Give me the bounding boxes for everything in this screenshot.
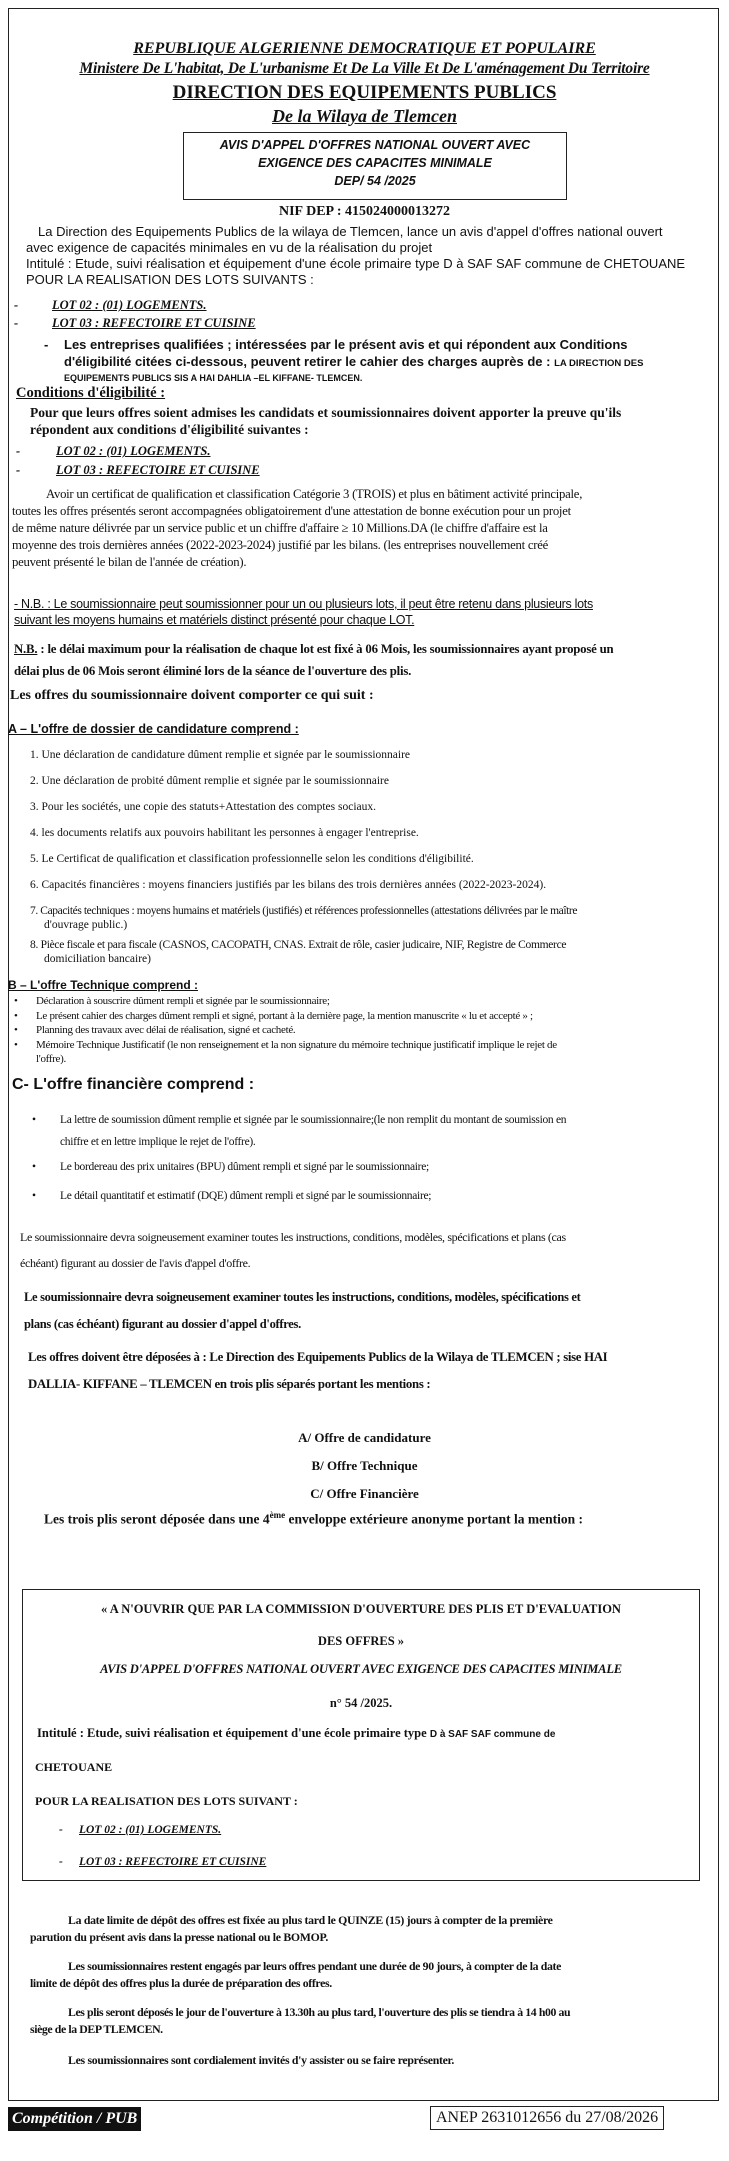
offres-title: Les offres du soumissionnaire doivent comporter ce qui suit : [10,688,374,703]
depot-line-2: DALLIA- KIFFANE – TLEMCEN en trois plis séparés portant les mentions : [28,1377,431,1391]
nif-number: NIF DEP : 415024000013272 [279,204,450,219]
intro-line-1b: avec exigence de capacités minimales en vu de la réalisation du projet [26,240,433,255]
box-line-1: « A N'OUVRIR QUE PAR LA COMMISSION D'OUVERTURE DES PLIS ET D'EVALUATION [101,1602,621,1616]
lot-item: LOT 02 : (01) LOGEMENTS. [52,298,207,312]
technique-item: Planning des travaux avec délai de réalisation, signé et cacheté. [36,1024,296,1036]
lot-list-1: - LOT 02 : (01) LOGEMENTS. - LOT 03 : REFECTOIRE ET CUISINE [14,298,256,330]
box-lot-2: - LOT 03 : REFECTOIRE ET CUISINE [59,1856,267,1868]
examiner-1-line-2: échéant) figurant au dossier de l'avis d'appel d'offre. [20,1256,251,1270]
nb-lots-line-2: suivant les moyens humains et matériels distinct présenté pour chaque LOT. [14,613,415,627]
box-line-4: n° 54 /2025. [329,1696,393,1710]
entreprises-paragraph: - Les entreprises qualifiées ; intéressées par le présent avis et qui répondent aux Conditions d'éligibilité citées ci-dessous, peuvent retirer le cahier des charges auprès de : LA DIRECTION DES EQUIPEMENTS PUBLICS SIS A HAI DAHLIA –EL KIFFANE- TLEMCEN. [44,336,720,384]
technique-item: Mémoire Technique Justificatif (le non renseignement et la non signature du mémoire technique justificatif implique le rejet de [36,1038,557,1051]
cert-line-5: peuvent présenté le bilan de l'année de création). [12,555,247,569]
avis-title-box [183,132,567,200]
closing-invitation: Les soumissionnaires sont cordialement invités d'y assister ou se faire représenter. [68,2053,455,2067]
avis-line-2: EXIGENCE DES CAPACITES MINIMALE [258,156,492,170]
section-b-list: • Déclaration à souscrire dûment rempli et signée par le soumissionnaire; • Le présent cahier des charges dûment rempli et signé, portant à la dernière page, la mention manuscrite « lu et accepté » ; • Planning des travaux avec délai de réalisation, signé et cacheté. • Mémoire Technique Justificatif (le non renseignement et la non signature du mémoire technique justificatif implique le rejet de l'offre). [14,994,718,1067]
conditions-line-2: répondent aux conditions d'éligibilité suivantes : [30,422,309,437]
candidature-item: 1. Une déclaration de candidature dûment remplie et signée par le soumissionnaire [30,749,411,761]
header-ministry: Ministere De L'habitat, De L'urbanisme Et De La Ville Et De L'aménagement Du Territoire [79,60,650,77]
examiner-paragraph-2 [24,1284,720,1338]
candidature-item-cont: d'ouvrage public.) [44,919,128,931]
lot-item: LOT 03 : REFECTOIRE ET CUISINE [56,463,260,477]
candidature-item: 2. Une déclaration de probité dûment remplie et signée par le soumissionnaire [30,775,389,787]
box-lot-1: - LOT 02 : (01) LOGEMENTS. [59,1824,222,1836]
box-line-6: CHETOUANE [35,1760,113,1774]
closing-date [30,1912,720,1946]
closing-date-line-2: parution du présent avis dans la presse national ou le BOMOP. [30,1930,328,1944]
box-line-7: POUR LA REALISATION DES LOTS SUIVANT : [35,1794,298,1808]
financier-item: Le bordereau des prix unitaires (BPU) dûment rempli et signé par le soumissionnaire; [60,1161,429,1173]
cert-line-1: Avoir un certificat de qualification et classification Catégorie 3 (TROIS) et plus en bâtiment activité principale, [46,487,583,501]
intro-paragraph [26,224,716,288]
examiner-2-line-1: Le soumissionnaire devra soigneusement examiner toutes les instructions, conditions, modèles, spécifications et [24,1290,581,1304]
lot-item: LOT 03 : REFECTOIRE ET CUISINE [52,316,256,330]
avis-line-3: DEP/ 54 /2025 [334,174,416,188]
closing-engagement-line-1: Les soumissionnaires restent engagés par leurs offres pendant une durée de 90 jours, à compter de la date [68,1959,562,1973]
financier-item: La lettre de soumission dûment remplie et signée par le soumissionnaire;(le non remplit du montant de soumission en [60,1114,567,1126]
depot-paragraph [28,1344,720,1398]
candidature-item: 4. les documents relatifs aux pouvoirs habilitant les personnes à engager l'entreprise. [30,827,419,839]
entreprises-line-3: EQUIPEMENTS PUBLICS SIS A HAI DAHLIA –EL KIFFANE- TLEMCEN. [64,373,363,383]
conditions-line-1: Pour que leurs offres soient admises les candidats et soumissionnaires doivent apporter la preuve qu'ils [30,405,622,420]
candidature-item: 8. Pièce fiscale et para fiscale (CASNOS, CACOPATH, CNAS. Extrait de rôle, casier judicaire, NIF, Registre de Commerce [30,939,567,951]
mention-c: C/ Offre Financière [310,1486,419,1501]
intro-line-2: Intitulé : Etude, suivi réalisation et équipement d'une école primaire type D à SAF SAF commune de CHETOUANE [26,256,686,271]
lot-item: LOT 02 : (01) LOGEMENTS. [56,444,211,458]
closing-ouverture-line-2: siège de la DEP TLEMCEN. [30,2022,163,2036]
closing-ouverture [30,2004,720,2038]
intro-line-1: La Direction des Equipements Publics de la wilaya de Tlemcen, lance un avis d'appel d'offres national ouvert [38,224,663,239]
conditions-title: Conditions d'éligibilité : [16,385,166,401]
cert-line-2: toutes les offres présentés seront accompagnées obligatoirement d'une attestation de bonne exécution pour un projet [12,504,571,518]
header-direction: DIRECTION DES EQUIPEMENTS PUBLICS [172,82,557,103]
avis-line-1: AVIS D'APPEL D'OFFRES NATIONAL OUVERT AVEC [219,138,531,152]
section-c-title: C- L'offre financière comprend : [12,1076,255,1093]
entreprises-line-2a: d'éligibilité citées ci-dessous, peuvent retirer le cahier des charges auprès de : [64,354,555,369]
closing-engagement-line-2: limite de dépôt des offres plus la durée de préparation des offres. [30,1976,332,1990]
plis-mentions [0,1424,729,1508]
candidature-item: 5. Le Certificat de qualification et classification professionnelle selon les conditions d'éligibilité. [30,853,474,865]
nb-lots-line-1: - N.B. : Le soumissionnaire peut soumissionner pour un ou plusieurs lots, il peut être retenu dans plusieurs lots [14,597,593,611]
financier-item: Le détail quantitatif et estimatif (DQE) dûment rempli et signé par le soumissionnaire; [60,1190,432,1202]
entreprises-line-2b: LA DIRECTION DES [554,358,644,369]
box-line-2: DES OFFRES » [317,1634,405,1648]
section-a-list [30,748,720,966]
section-b-title: B – L'offre Technique comprend : [8,978,198,992]
mention-b: B/ Offre Technique [311,1458,418,1473]
candidature-item: 6. Capacités financières : moyens financiers justifiés par les bilans des trois dernières années (2022-2023-2024). [30,879,547,891]
lot-list-2: - LOT 02 : (01) LOGEMENTS. - LOT 03 : REFECTOIRE ET CUISINE [16,444,260,477]
technique-item: Déclaration à souscrire dûment rempli et signée par le soumissionnaire; [36,995,330,1007]
candidature-item-cont: domiciliation bancaire) [44,953,151,965]
box-line-5: Intitulé : Etude, suivi réalisation et équipement d'une école primaire type D à SAF SAF commune de [37,1726,556,1740]
header-republic: REPUBLIQUE ALGERIENNE DEMOCRATIQUE ET POPULAIRE [133,40,596,57]
technique-item: Le présent cahier des charges dûment rempli et signé, portant à la dernière page, la mention manuscrite « lu et accepté » ; [36,1009,533,1022]
examiner-1-line-1: Le soumissionnaire devra soigneusement examiner toutes les instructions, conditions, modèles, spécifications et plans (cas [20,1230,566,1244]
examiner-2-line-2: plans (cas échéant) figurant au dossier d'appel d'offres. [24,1317,301,1331]
box-line-3: AVIS D'APPEL D'OFFRES NATIONAL OUVERT AVEC EXIGENCE DES CAPACITES MINIMALE [100,1662,622,1676]
mention-a: A/ Offre de candidature [298,1430,431,1445]
footer-anep-reference: ANEP 2631012656 du 27/08/2026 [430,2106,664,2130]
cert-line-4: moyenne des trois dernières années (2022-2023-2024) justifié par les bilans. (les entreprises nouvellement créé [12,538,548,552]
enveloppe-mention: Les trois plis seront déposée dans une 4ème enveloppe extérieure anonyme portant la mention : [44,1510,584,1527]
candidature-item: 3. Pour les sociétés, une copie des statuts+Attestation des comptes sociaux. [30,801,376,813]
examiner-paragraph-1 [20,1224,720,1276]
nb-delay [14,638,718,682]
intro-line-3: POUR LA REALISATION DES LOTS SUIVANTS : [26,272,314,287]
certificate-paragraph [12,486,718,571]
closing-ouverture-line-1: Les plis seront déposés le jour de l'ouverture à 13.30h au plus tard, l'ouverture des plis se tiendra à 14 h00 au [68,2005,571,2019]
nb-label: N.B. [14,642,38,656]
header-wilaya: De la Wilaya de Tlemcen [272,106,457,126]
nb-delay-line-1: : le délai maximum pour la réalisation de chaque lot est fixé à 06 Mois, les soumissionnaires ayant proposé un [37,642,614,656]
nb-lots [14,596,718,628]
entreprises-line-1: Les entreprises qualifiées ; intéressées par le présent avis et qui répondent aux Conditions [64,337,628,352]
technique-item-cont: l'offre). [36,1053,66,1065]
section-a-title: A – L'offre de dossier de candidature comprend : [8,722,299,736]
section-c-list: • La lettre de soumission dûment remplie et signée par le soumissionnaire;(le non remplit du montant de soumission en chiffre et en lettre implique le rejet de l'offre). • Le bordereau des prix unitaires (BPU) dûment rempli et signé par le soumissionnaire; • Le détail quantitatif et estimatif (DQE) dûment rempli et signé par le soumissionnaire; [32,1108,718,1210]
nb-delay-line-2: délai plus de 06 Mois seront éliminé lors de la séance de l'ouverture des plis. [14,664,412,678]
depot-line-1: Les offres doivent être déposées à : Le Direction des Equipements Publics de la Wilaya de TLEMCEN ; sise HAI [28,1350,608,1364]
footer-category-label: Compétition / PUB [8,2107,141,2131]
closing-date-line-1: La date limite de dépôt des offres est fixée au plus tard le QUINZE (15) jours à compter de la première [68,1913,553,1927]
closing-engagement [30,1958,720,1992]
conditions-intro [30,404,720,438]
candidature-item: 7. Capacités techniques : moyens humains et matériels (justifiés) et références professionnelles (attestations délivrées par le maître [30,905,578,917]
enveloppe-box [22,1589,700,1881]
cert-line-3: de même nature délivrée par un service public et un chiffre d'affaire ≥ 10 Millions.DA (le chiffre d'affaire est la [12,521,548,535]
financier-item-cont: chiffre et en lettre implique le rejet de l'offre). [60,1136,256,1148]
